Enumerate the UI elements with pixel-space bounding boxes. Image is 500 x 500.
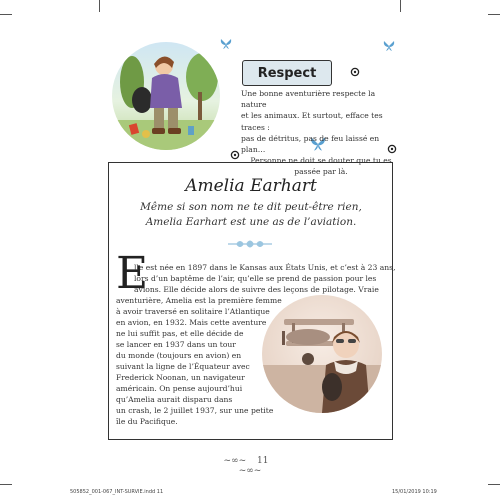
body-line: avions. Elle décide alors de suivre des leçons de pilotage. Vraie <box>134 285 379 294</box>
crop-mark <box>99 0 100 12</box>
respect-line: Personne ne doit se douter que tu es <box>250 156 392 166</box>
crop-mark <box>488 14 500 15</box>
respect-heading-box <box>242 60 332 86</box>
body-line: du monde (toujours en avion) en <box>116 351 242 360</box>
body-line: à avoir traversé en solitaire l’Atlantique <box>116 307 270 316</box>
print-slug-right: 15/01/2019 10:19 <box>392 489 437 495</box>
body-line: aventurière, Amelia est la première femme <box>116 296 282 305</box>
crop-mark <box>400 0 401 12</box>
crop-mark <box>488 484 500 485</box>
flourish-left-icon: ~∞~ <box>223 456 247 466</box>
body-line: se lancer en 1937 dans un tour <box>116 340 236 349</box>
print-slug-left: 505852_001-067_INT-SURVIE.indd 11 <box>70 489 164 495</box>
respect-line: pas de détritus, pas de feu laissé en plan… <box>241 133 380 155</box>
butterfly-icon <box>383 40 395 52</box>
nature-illustration <box>112 42 220 150</box>
body-line: Frederick Noonan, un navigateur <box>116 373 245 382</box>
target-dot-icon <box>230 150 240 160</box>
respect-heading: Respect <box>257 65 317 81</box>
body-line: ne lui suffit pas, et elle décide de <box>116 329 244 338</box>
body-line: américain. On pense aujourd’hui <box>116 384 243 393</box>
body-line: qu’Amelia aurait disparu dans <box>116 395 233 404</box>
respect-line: passée par là. <box>294 167 348 177</box>
article-subtitle <box>108 200 394 230</box>
drop-cap: E <box>116 248 149 299</box>
body-line: lle est née en 1897 dans le Kansas aux États Unis, et c’est à 23 ans, <box>134 263 396 272</box>
body-line: île du Pacifique. <box>116 417 178 426</box>
respect-line: et les animaux. Et surtout, efface tes traces : <box>241 111 383 132</box>
aviator-illustration <box>262 295 382 413</box>
crop-mark <box>0 14 12 15</box>
subtitle-line: Amelia Earhart est une as de l’aviation. <box>145 216 357 228</box>
flourish-right-icon: ~∞~ <box>238 466 262 476</box>
article-title: Amelia Earhart <box>185 176 317 196</box>
body-line: en avion, en 1932. Mais cette aventure <box>116 318 267 327</box>
page-footer <box>215 456 285 476</box>
respect-line: Une bonne aventurière respecte la nature <box>241 89 376 110</box>
body-line: un crash, le 2 juillet 1937, sur une petite <box>116 406 274 415</box>
body-line: suivant la ligne de l’Équateur avec <box>116 362 250 371</box>
leaf-ornament-icon <box>226 236 274 252</box>
page-number: 11 <box>257 456 269 466</box>
butterfly-icon <box>220 38 232 50</box>
subtitle-line: Même si son nom ne te dit peut-être rien, <box>140 201 362 213</box>
body-line: lors d’un baptême de l’air, qu’elle se prend de passion pour les <box>134 274 377 283</box>
target-dot-icon <box>350 67 360 77</box>
amelia-aviator-picture <box>262 295 382 413</box>
crop-mark <box>0 484 12 485</box>
girl-hiker-picture <box>112 42 220 150</box>
